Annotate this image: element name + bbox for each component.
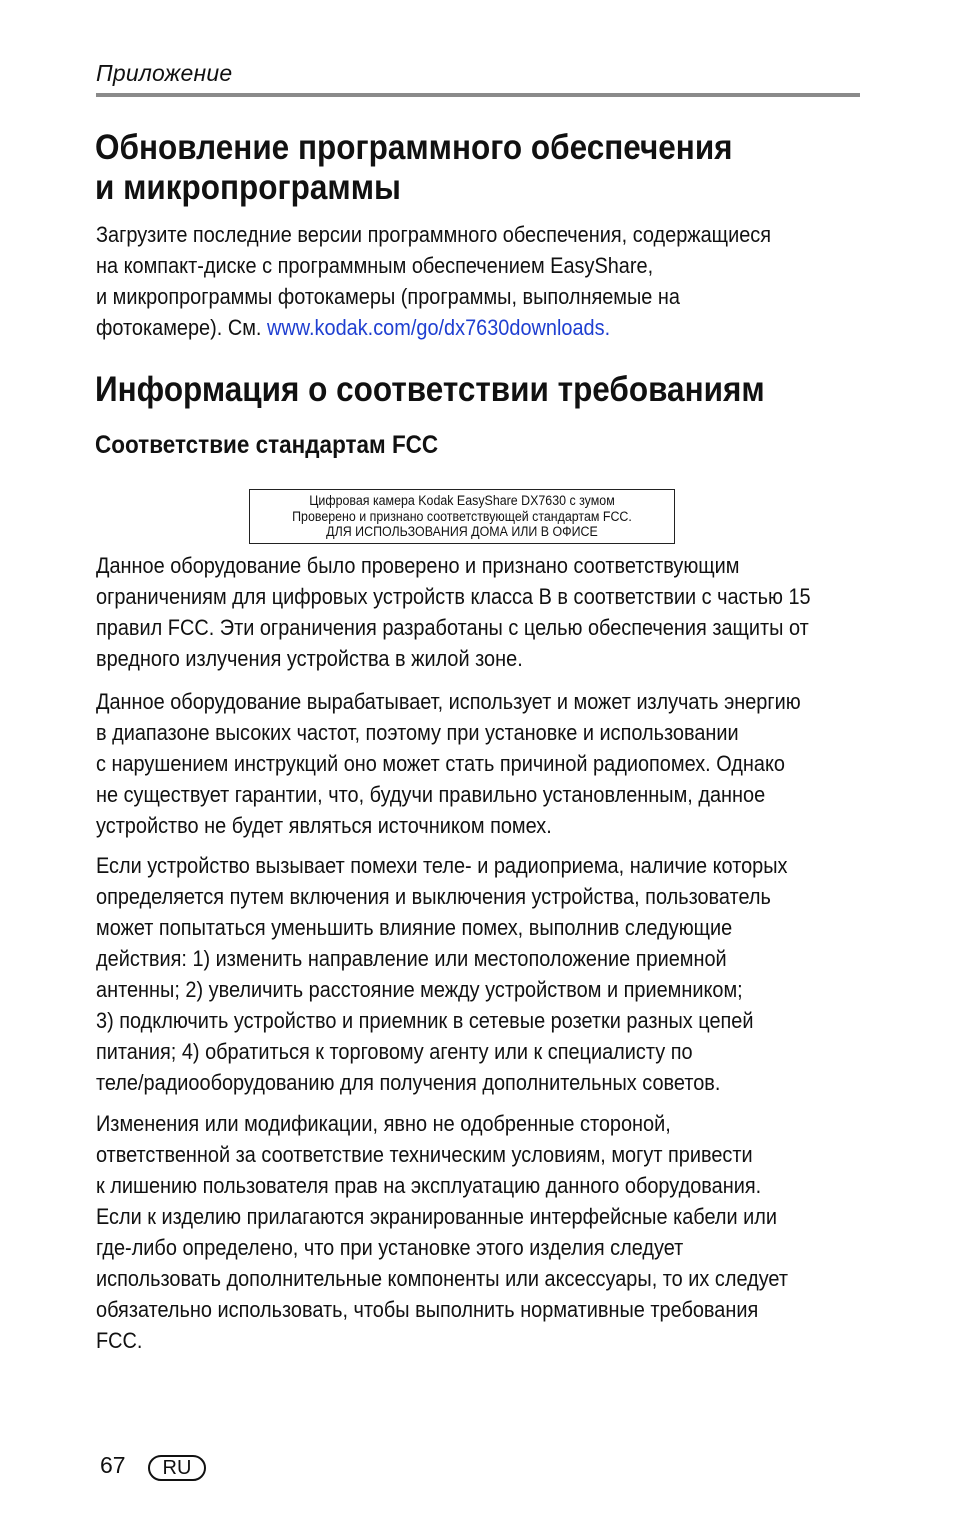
- downloads-link[interactable]: www.kodak.com/go/dx7630downloads.: [266, 315, 611, 340]
- paragraph-line: [96, 312, 857, 343]
- language-badge: RU: [148, 1455, 206, 1481]
- paragraph-line: действия: 1) изменить направление или местоположение приемной: [96, 946, 727, 971]
- paragraph-line: Данное оборудование было проверено и признано соответствующим: [96, 553, 740, 578]
- header-divider: [96, 93, 860, 97]
- paragraph-line: теле/радиооборудованию для получения дополнительных советов.: [96, 1070, 721, 1095]
- paragraph-line: использовать дополнительные компоненты или аксессуары, то их следует: [96, 1266, 788, 1291]
- software-update-title: [95, 128, 733, 208]
- fcc-paragraph-2: [96, 686, 857, 841]
- fcc-heading: Соответствие стандартам FCC: [95, 431, 439, 459]
- fcc-label-line: Проверено и признано соответствующей стандартам FCC.: [292, 508, 632, 524]
- paragraph-line: FCC.: [96, 1328, 143, 1353]
- paragraph-line: к лишению пользователя прав на эксплуатацию данного оборудования.: [96, 1173, 762, 1198]
- paragraph-line: вредного излучения устройства в жилой зоне.: [96, 646, 523, 671]
- fcc-label-box: [249, 489, 675, 544]
- paragraph-line-prefix: фотокамере). См.: [96, 315, 267, 340]
- paragraph-line: устройство не будет являться источником помех.: [96, 813, 552, 838]
- page-number: 67: [100, 1452, 126, 1478]
- fcc-label-line: ДЛЯ ИСПОЛЬЗОВАНИЯ ДОМА ИЛИ В ОФИСЕ: [326, 524, 598, 539]
- fcc-paragraph-3: [96, 850, 857, 1098]
- fcc-label-line: Цифровая камера Kodak EasyShare DX7630 с зумом: [309, 493, 615, 508]
- paragraph-line: определяется путем включения и выключения устройства, пользователь: [96, 884, 771, 909]
- paragraph-line: Если к изделию прилагаются экранированные интерфейсные кабели или: [96, 1204, 778, 1229]
- paragraph-line: в диапазоне высоких частот, поэтому при установке и использовании: [96, 720, 739, 745]
- paragraph-line: где-либо определено, что при установке этого изделия следует: [96, 1235, 684, 1260]
- paragraph-line: и микропрограммы фотокамеры (программы, выполняемые на: [96, 284, 680, 309]
- paragraph-line: обязательно использовать, чтобы выполнить нормативные требования: [96, 1297, 759, 1322]
- paragraph-line: 3) подключить устройство и приемник в сетевые розетки разных цепей: [96, 1008, 754, 1033]
- paragraph-line: не существует гарантии, что, будучи правильно установленным, данное: [96, 782, 766, 807]
- paragraph-line: правил FCC. Эти ограничения разработаны с целью обеспечения защиты от: [96, 615, 809, 640]
- compliance-title: Информация о соответствии требованиям: [95, 370, 765, 409]
- paragraph-line: Если устройство вызывает помехи теле- и радиоприема, наличие которых: [96, 853, 788, 878]
- paragraph-line: антенны; 2) увеличить расстояние между устройством и приемником;: [96, 977, 743, 1002]
- paragraph-line: Изменения или модификации, явно не одобренные стороной,: [96, 1111, 671, 1136]
- paragraph-line: ответственной за соответствие техническим условиям, могут привести: [96, 1142, 753, 1167]
- software-update-paragraph: [96, 219, 857, 343]
- paragraph-line: ограничениям для цифровых устройств класса В в соответствии с частью 15: [96, 584, 811, 609]
- section-label: Приложение: [96, 60, 233, 86]
- paragraph-line: Данное оборудование вырабатывает, использует и может излучать энергию: [96, 689, 801, 714]
- fcc-paragraph-4: [96, 1108, 857, 1356]
- paragraph-line: может попытаться уменьшить влияние помех, выполнив следующие: [96, 915, 733, 940]
- paragraph-line: питания; 4) обратиться к торговому агенту или к специалисту по: [96, 1039, 693, 1064]
- paragraph-line: Загрузите последние версии программного обеспечения, содержащиеся: [96, 222, 772, 247]
- software-update-title-line: и микропрограммы: [95, 168, 401, 207]
- paragraph-line: с нарушением инструкций оно может стать причиной радиопомех. Однако: [96, 751, 785, 776]
- software-update-title-line: Обновление программного обеспечения: [95, 128, 733, 167]
- fcc-paragraph-1: [96, 550, 857, 674]
- paragraph-line: на компакт-диске с программным обеспечением EasyShare,: [96, 253, 654, 278]
